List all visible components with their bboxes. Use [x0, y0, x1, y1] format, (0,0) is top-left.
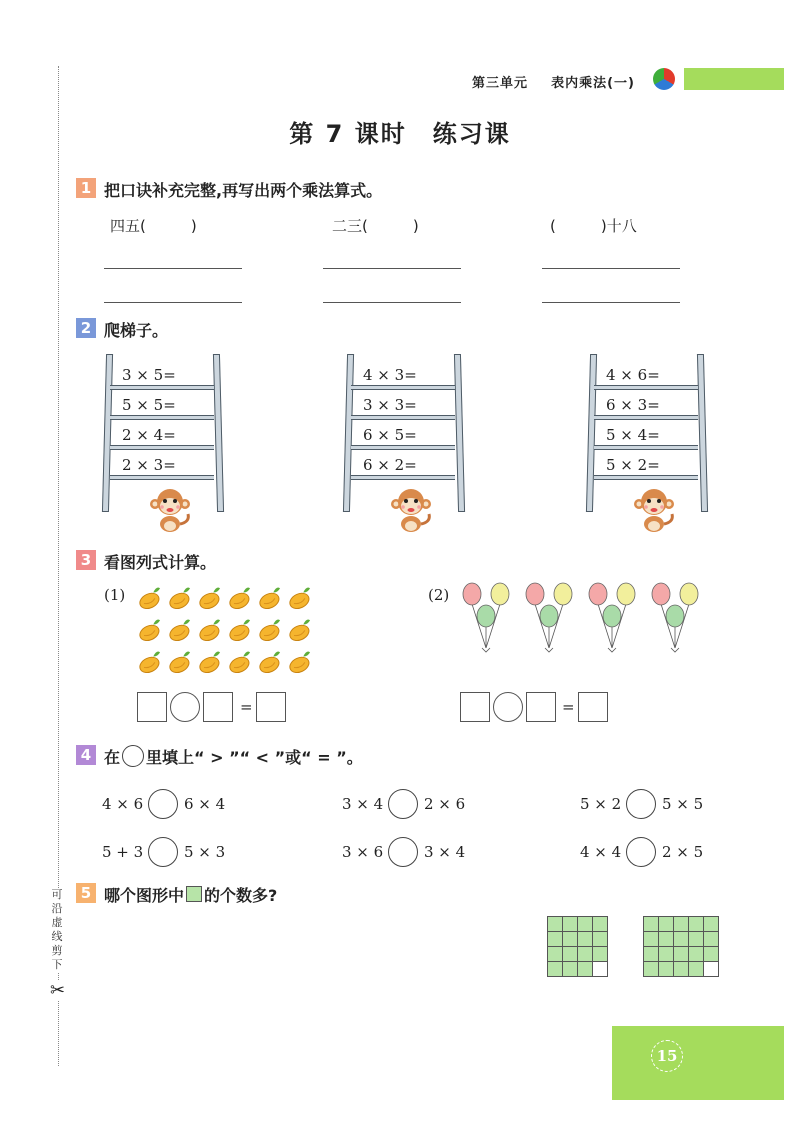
mango-icon: [257, 587, 286, 612]
rung-equation[interactable]: 4 × 3=: [363, 366, 417, 384]
green-square: [643, 946, 659, 962]
question-number: 3: [76, 550, 96, 570]
green-square: [592, 946, 608, 962]
answer-box[interactable]: [256, 692, 286, 722]
rung-equation[interactable]: 5 × 2=: [606, 456, 660, 474]
green-square-icon: [186, 886, 202, 902]
ladder-rail: [586, 354, 597, 512]
equals-sign: =: [562, 698, 575, 716]
green-square: [688, 961, 704, 977]
ladder-rung: [110, 415, 214, 420]
green-square: [658, 946, 674, 962]
compare-circle[interactable]: [148, 837, 178, 867]
question-number: 5: [76, 883, 96, 903]
balloon-bunch-icon: [589, 583, 635, 652]
question-text: [104, 883, 277, 906]
question-text: [104, 745, 363, 768]
mango-icon: [287, 651, 316, 676]
rhyme-blank[interactable]: 二三( ): [332, 217, 419, 235]
green-square: [673, 916, 689, 932]
square-grid: [547, 916, 607, 976]
ladder-rail: [102, 354, 113, 512]
compare-right: 5 × 3: [184, 843, 226, 861]
cut-note: 可沿虚线剪下: [49, 888, 65, 972]
question-text: 爬梯子。: [104, 321, 169, 340]
green-square: [703, 916, 719, 932]
rung-equation[interactable]: 4 × 6=: [606, 366, 660, 384]
green-square: [673, 946, 689, 962]
unit-label: 第三单元: [472, 76, 529, 91]
compare-right: 2 × 6: [424, 795, 466, 813]
green-square: [592, 931, 608, 947]
ladder-rail: [454, 354, 465, 512]
green-square: [688, 946, 704, 962]
compare-right: 2 × 5: [662, 843, 704, 861]
green-square: [577, 961, 593, 977]
answer-line[interactable]: [104, 302, 242, 303]
compare-left: 5 + 3: [102, 843, 144, 861]
answer-box[interactable]: [526, 692, 556, 722]
answer-box[interactable]: [137, 692, 167, 722]
ladder-rail: [213, 354, 224, 512]
green-square: [688, 916, 704, 932]
answer-line[interactable]: [323, 302, 461, 303]
ladder-rail: [343, 354, 354, 512]
compare-right: 5 × 5: [662, 795, 704, 813]
equals-sign: =: [240, 698, 253, 716]
rhyme-blank[interactable]: ( )十八: [550, 217, 637, 235]
green-square: [703, 946, 719, 962]
green-square: [562, 961, 578, 977]
mango-icon: [197, 587, 226, 612]
green-square: [577, 931, 593, 947]
question-number: 1: [76, 178, 96, 198]
mango-icon: [287, 619, 316, 644]
ladder-rung: [351, 445, 455, 450]
operator-circle[interactable]: [170, 692, 200, 722]
answer-line[interactable]: [542, 302, 680, 303]
green-square: [547, 916, 563, 932]
compare-right: 3 × 4: [424, 843, 466, 861]
rung-equation[interactable]: 6 × 3=: [606, 396, 660, 414]
ladder-rung: [110, 385, 214, 390]
ladder-rung: [351, 415, 455, 420]
mango-icon: [227, 587, 256, 612]
answer-line[interactable]: [104, 268, 242, 269]
mango-icon: [257, 619, 286, 644]
green-square: [658, 961, 674, 977]
answer-box[interactable]: [460, 692, 490, 722]
green-square: [577, 916, 593, 932]
mango-icon: [227, 651, 256, 676]
scissors-icon: ✂: [50, 980, 66, 1001]
question-text-prefix: 哪个图形中: [104, 886, 185, 905]
empty-square: [703, 961, 719, 977]
green-square: [688, 931, 704, 947]
rung-equation[interactable]: 6 × 5=: [363, 426, 417, 444]
balloon-picture: [458, 582, 718, 660]
header-bar: [684, 68, 784, 90]
green-square: [703, 931, 719, 947]
topic-label: 表内乘法(一): [551, 76, 635, 91]
ladder-rung: [594, 385, 698, 390]
green-square: [673, 931, 689, 947]
mango-icon: [137, 587, 166, 612]
empty-square: [592, 961, 608, 977]
mango-icon: [137, 651, 166, 676]
green-square: [547, 931, 563, 947]
compare-circle[interactable]: [626, 837, 656, 867]
compare-left: 3 × 6: [342, 843, 384, 861]
compare-circle[interactable]: [388, 789, 418, 819]
question-text-suffix: 里填上“ > ”“ < ”或“ = ”。: [146, 748, 363, 767]
question-number: 2: [76, 318, 96, 338]
mango-icon: [197, 651, 226, 676]
green-square: [658, 916, 674, 932]
green-square: [658, 931, 674, 947]
monkey-icon: [387, 486, 435, 534]
compare-left: 3 × 4: [342, 795, 384, 813]
answer-box[interactable]: [578, 692, 608, 722]
green-square: [547, 961, 563, 977]
compare-right: 6 × 4: [184, 795, 226, 813]
footer-block: [612, 1026, 784, 1100]
ladder-rung: [110, 445, 214, 450]
green-square: [592, 916, 608, 932]
ladder-rung: [110, 475, 214, 480]
lesson-title: 第 7 课时 练习课: [289, 120, 511, 148]
color-ball-icon: [653, 68, 675, 90]
circle-symbol: [122, 745, 144, 767]
part-label: (1): [104, 586, 126, 604]
rhyme-blank[interactable]: 四五( ): [110, 217, 197, 235]
ladder-rung: [351, 475, 455, 480]
mango-icon: [167, 651, 196, 676]
compare-circle[interactable]: [626, 789, 656, 819]
green-square: [643, 916, 659, 932]
green-square: [673, 961, 689, 977]
balloon-bunch-icon: [463, 583, 509, 652]
page-number: 15: [651, 1040, 683, 1072]
rung-equation[interactable]: 2 × 3=: [122, 456, 176, 474]
rung-equation[interactable]: 3 × 5=: [122, 366, 176, 384]
question-number: 4: [76, 745, 96, 765]
ladder-rung: [351, 385, 455, 390]
mango-icon: [197, 619, 226, 644]
ladder-rung: [594, 415, 698, 420]
rung-equation[interactable]: 5 × 4=: [606, 426, 660, 444]
answer-line[interactable]: [542, 268, 680, 269]
compare-circle[interactable]: [148, 789, 178, 819]
monkey-icon: [146, 486, 194, 534]
compare-circle[interactable]: [388, 837, 418, 867]
rung-equation[interactable]: 2 × 4=: [122, 426, 176, 444]
compare-left: 4 × 4: [580, 843, 622, 861]
ladder-rail: [697, 354, 708, 512]
compare-left: 4 × 6: [102, 795, 144, 813]
compare-left: 5 × 2: [580, 795, 622, 813]
mango-picture: [130, 584, 320, 680]
question-text: 看图列式计算。: [104, 553, 217, 572]
rung-equation[interactable]: 6 × 2=: [363, 456, 417, 474]
ladder-rung: [594, 445, 698, 450]
mango-icon: [137, 619, 166, 644]
green-square: [643, 961, 659, 977]
rung-equation[interactable]: 3 × 3=: [363, 396, 417, 414]
ladder-rung: [594, 475, 698, 480]
mango-icon: [257, 651, 286, 676]
mango-icon: [287, 587, 316, 612]
green-square: [562, 931, 578, 947]
answer-line[interactable]: [323, 268, 461, 269]
green-square: [562, 946, 578, 962]
square-grid: [643, 916, 718, 976]
mango-icon: [167, 619, 196, 644]
operator-circle[interactable]: [493, 692, 523, 722]
question-text-prefix: 在: [104, 748, 121, 767]
part-label: (2): [428, 586, 450, 604]
green-square: [643, 931, 659, 947]
balloon-bunch-icon: [526, 583, 572, 652]
question-text-suffix: 的个数多?: [204, 886, 278, 905]
green-square: [577, 946, 593, 962]
green-square: [562, 916, 578, 932]
unit-header: [472, 72, 635, 91]
green-square: [547, 946, 563, 962]
mango-icon: [167, 587, 196, 612]
answer-box[interactable]: [203, 692, 233, 722]
rung-equation[interactable]: 5 × 5=: [122, 396, 176, 414]
balloon-bunch-icon: [652, 583, 698, 652]
question-text: 把口诀补充完整,再写出两个乘法算式。: [104, 181, 383, 200]
mango-icon: [227, 619, 256, 644]
monkey-icon: [630, 486, 678, 534]
